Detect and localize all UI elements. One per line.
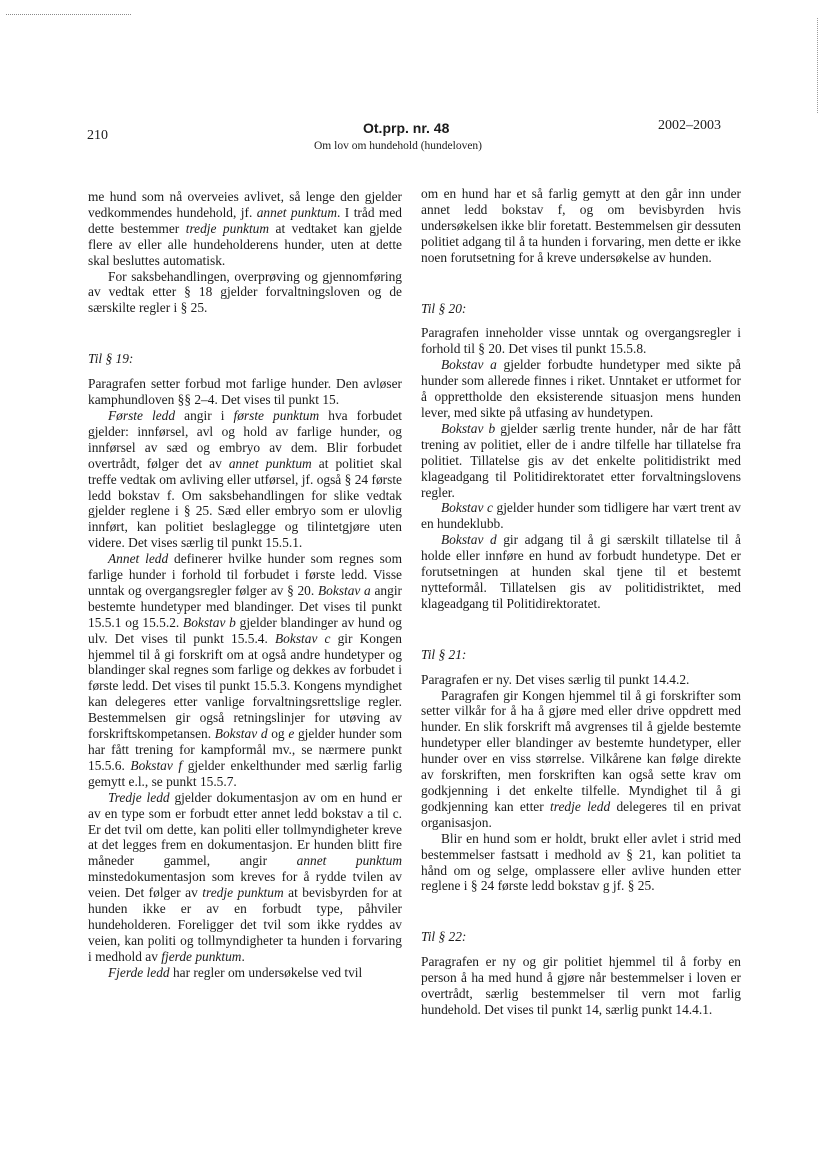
paragraph [421,357,741,421]
paragraph: om en hund har et så farlig gemytt at den går inn under annet ledd bokstav f, og om bevisbyrden hvis undersøkelsen ikke blir foretatt. Bestemmelsen gir dessuten politiet adgang til å ta hunden i forvaring, men dette er ikke noen forutsetning for å kreve undersøkelse av hunden. [421,186,741,265]
italic-term: Bokstav d [441,532,497,548]
paragraph [421,421,741,501]
text-run: minstedokumentasjon som kreves for å rydde tvilen av veien. Det følger av [88,869,402,901]
text-run: at vedtaket kan gjelde flere av eller alle hundeholderens hunder, uten at dette skal besluttes automatisk. [88,220,403,268]
text-run: angir i [175,407,234,423]
text-run: . I tråd med dette bestemmer [88,204,402,236]
text-run: gjelder hunder som tidligere har vært trent av en hundeklubb. [421,500,741,532]
text-run: at bevisbyrden for at hunden ikke er av en forbudt type, påhviler hundeholderen. Foreligger det tvil som ikke ryddes av veien, kan politi og tollmyndigheter ta hunden i forvaring i medhold av [88,885,403,964]
paragraph: Paragrafen setter forbud mot farlige hunder. Den avløser kamphundloven §§ 2–4. Det vises til punkt 15. [88,376,402,408]
italic-term: Bokstav c [441,500,493,516]
paragraph: Paragrafen er ny og gir politiet hjemmel til å forby en person å ha med hund å gjøre når bestemmelser i loven er overtrådt, særlig bestemmelser til vern mot farlig hundehold. Det vises til punkt 14, særlig punkt 14.4.1. [421,954,741,1017]
text-run: gjelder dokumentasjon av om en hund er av en type som er forbudt etter annet ledd bokstav a til c. Er det tvil om dette, kan politi eller tollmyndigheter kreve at det legges frem en dokumentasjon. Er hunden blitt fire måneder gammel, angir [88,789,402,869]
paragraph [88,408,402,551]
left-column [88,189,402,981]
text-run: Paragrafen gir Kongen hjemmel til å gi forskrifter som setter vilkår for å ha å gjøre med eller drive oppdrett med hunder. En slik forskrift må avgrenses til å gjelde bestemte hundetyper eller blandinger av bestemte hundetyper, eller hunder over en viss størrelse. Vilkårene kan følge direkte av forskriften, men forskriften kan også sette krav om godkjenning i det enkelte tilfelle. Myndighet til å gi godkjenning kan etter [421,687,741,814]
right-column [421,186,741,1018]
italic-term: tredje punktum [202,885,284,901]
text-run: har regler om undersøkelse ved tvil [169,964,363,980]
document-subtitle: Om lov om hundehold (hundeloven) [314,140,483,152]
paragraph [421,688,741,831]
document-title: Ot.prp. nr. 48 [363,120,450,136]
text-run: gjelder hunder som har fått trening for kampformål mv., se nærmere punkt 15.5.6. [88,726,402,773]
italic-term: Bokstav b [183,614,236,630]
italic-term: e [288,726,295,742]
text-run: gjelder forbudte hundetyper med sikte på hunder som allerede finnes i riket. Unntaket er utformet for å opprettholde den eksisterende situasjon mens hunden lever, med sikte på utfasing av hundetypen. [421,357,741,420]
paragraph: Paragrafen er ny. Det vises særlig til punkt 14.4.2. [421,671,690,687]
paragraph [88,790,402,965]
paragraph [88,551,402,790]
italic-term: Bokstav c [275,630,331,646]
italic-term: Bokstav d [214,726,268,742]
paragraph: Paragrafen inneholder visse unntak og overgangsregler i forhold til § 20. Det vises til punkt 15.5.8. [421,325,741,357]
italic-term: annet punktum [228,455,312,471]
text-run: gjelder særlig trente hunder, når de har fått trening av politiet, eller de i andre tilfelle har tillatelse fra politiet. Tillatelse gis av det enkelte politidistrikt med klageadgang til Politidirektoratet etter forvaltningslovens regler. [421,420,741,500]
text-run: gjelder blandinger av hund og ulv. Det vises til punkt 15.5.4. [88,614,402,646]
paragraph [88,965,402,981]
italic-term: første punktum [233,407,320,423]
paragraph: Blir en hund som er holdt, brukt eller avlet i strid med bestemmelser fastsatt i medhold av § 21, kan politiet ta hånd om og selge, omplassere eller avlive hunden etter reglene i § 24 første ledd bokstav g jf. § 25. [421,830,741,894]
italic-term: Bokstav a [441,357,497,373]
paragraph [421,500,741,532]
italic-term: Første ledd [108,407,176,423]
italic-term: Bokstav a [317,582,371,598]
text-run: angir bestemte hundetyper med blandinger. Det vises til punkt 15.5.1 og 15.5.2. [88,582,403,630]
page-number: 210 [87,128,108,143]
text-run: og [267,726,289,742]
section-heading-22: Til § 22: [421,929,467,945]
text-run: gir Kongen hjemmel til å gi forskrift om at også andre hundetyper og blandinger skal regnes som farlige og dekkes av forbudet i første ledd. Det vises til punkt 15.5.3. Kongens myndighet kan delegeres etter vanlige forvaltningsrettslige regler. Bestemmelsen gir også retningslinjer for utøving av forskriftskompetansen. [88,630,403,742]
italic-term: tredje ledd [550,798,611,814]
section-heading-19: Til § 19: [88,351,134,367]
italic-term: Tredje ledd [108,789,170,805]
scan-artifact-edge [817,18,818,113]
text-run: delegeres til en privat organisasjon. [421,798,741,830]
italic-term: Annet ledd [108,551,169,567]
paragraph [88,189,402,269]
italic-term: Fjerde ledd [108,964,170,980]
scan-artifact-dots [6,14,131,15]
italic-term: annet punktum [256,204,338,220]
italic-term: tredje punktum [185,220,270,236]
italic-term: Bokstav f [130,757,183,773]
section-heading-20: Til § 20: [421,300,467,316]
text-run: gir adgang til å gi særskilt tillatelse til å holde eller innføre en hund av forbudt hundetype. Det er forutsetningen at hunden skal tjene til et bestemt nytteformål. Tillatelsen gis av politidistriktet, med klageadgang til Politidirektoratet. [421,532,741,611]
paragraph [421,532,741,612]
italic-term: Bokstav b [441,420,496,436]
document-years: 2002–2003 [658,118,721,133]
text-run: gjelder enkelthunder med særlig farlig gemytt e.l., se punkt 15.5.7. [88,757,402,789]
italic-term: annet punktum [296,853,402,869]
text-run: me hund som nå overveies avlivet, så lenge den gjelder vedkommendes hundehold, jf. [88,189,402,220]
text-run: hva forbudet gjelder: innførsel, avl og hold av farlige hunder, og innførsel av sæd og embryo av dem. Blir forbudet overtrådt, følger det av [88,407,402,471]
italic-term: fjerde punktum [161,948,242,964]
paragraph: For saksbehandlingen, overprøving og gjennomføring av vedtak etter § 18 gjelder forvaltningsloven og de særskilte regler i § 25. [88,268,402,316]
text-run: at politiet skal treffe vedtak om avliving eller utførsel, jf. også § 24 første ledd bokstav f. Om saksbehandlingen for slike vedtak gjelder reglene i § 25. Sæd eller embryo som er ulovlig innført, kan politiet beslaglegge og tilintetgjøre uten videre. Det vises særlig til punkt 15.5.1. [88,455,402,551]
text-run: definerer hvilke hunder som regnes som farlige hunder i forhold til forbudet i første ledd. Visse unntak og overgangsregler følger av § 20. [88,551,402,598]
text-run: . [241,948,245,964]
section-heading-21: Til § 21: [421,646,467,662]
